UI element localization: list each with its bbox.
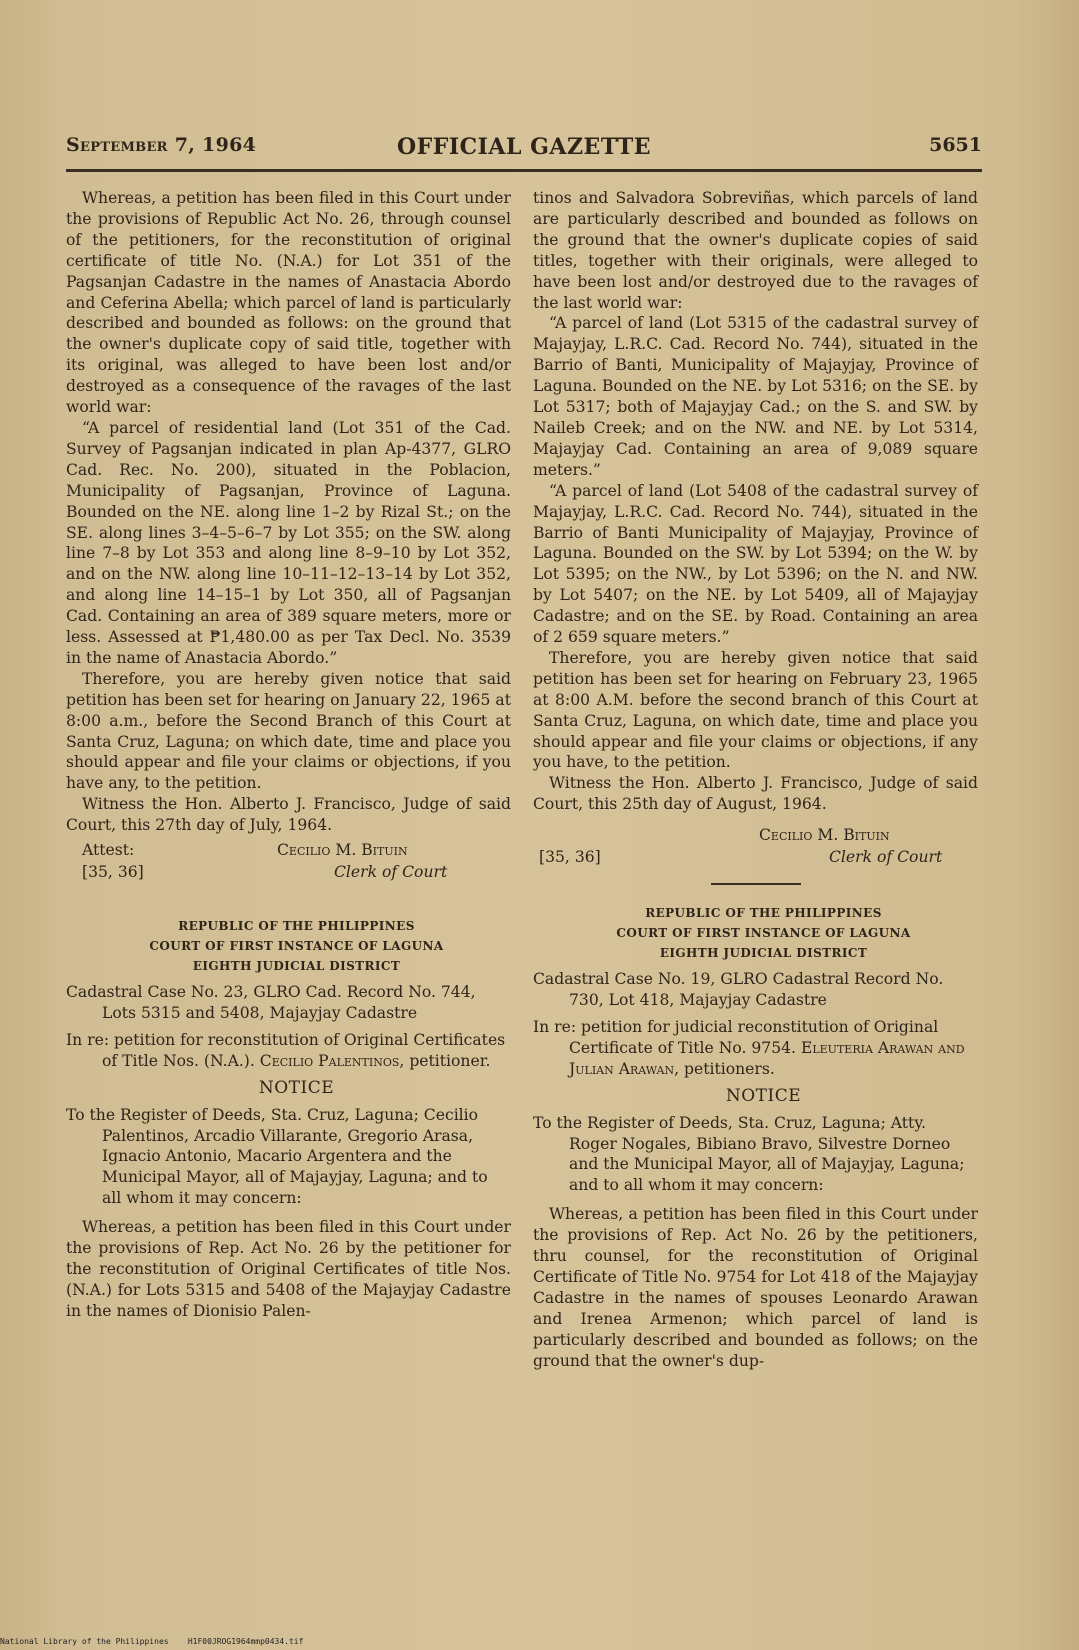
header-title: OFFICIAL GAZETTE	[396, 134, 652, 160]
paragraph: Therefore, you are hereby given notice that said petition has been set for hearing on February 23, 1965 at 8:00 A.M. before the second branch of this Court at Santa Cruz, Laguna, on which date, time and place you should appear and file your claims or objections, if any you have, to the petition.	[533, 648, 978, 772]
case-title: Cadastral Case No. 19, GLRO Cadastral Record No. 730, Lot 418, Majayjay Cadastre	[533, 970, 944, 1010]
petitioner-name: Cecilio Palentinos	[259, 1051, 400, 1070]
paragraph: “A parcel of residential land (Lot 351 of the Cad. Survey of Pagsanjan indicated in plan Ap-4377, GLRO Cad. Rec. No. 200), situated in the Poblacion, Municipality of Pagsanjan, Province of Laguna. Bounded on the NE. along line 1–2 by Rizal St.; on the SE. along lines 3–4–5–6–7 by Lot 355; on the SW. along line 7–8 by Lot 353 and along line 8–9–10 by Lot 352, and on the NW. along line 10–11–12–13–14 by Lot 352, and along line 14–15–1 by Lot 350, all of Pagsanjan Cad. Containing an area of 389 square meters, more or less. Assessed at ₱1,480.00 as per Tax Decl. No. 3539 in the name of Anastacia Abordo.”	[66, 418, 511, 667]
addressees: To the Register of Deeds, Sta. Cruz, Laguna; Cecilio Palentinos, Arcadio Villarante, Gregorio Arasa, Ignacio Antonio, Macario Argentera and the Municipal Mayor, all of Majayjay, Laguna; and to all whom it may concern:	[66, 1105, 488, 1208]
in-re-tail: , petitioners.	[674, 1059, 775, 1078]
paragraph: Witness the Hon. Alberto J. Francisco, Judge of said Court, this 27th day of July, 1964.	[66, 795, 511, 835]
paragraph: Whereas, a petition has been filed in this Court under the provisions of Rep. Act No. 26 by the petitioner for the reconstitution of Original Certificates of title Nos. (N.A.) for Lots 5315 and 5408 of the Majayjay Cadastre in the names of Dionisio Palen-	[66, 1218, 511, 1320]
addressees: To the Register of Deeds, Sta. Cruz, Laguna; Atty. Roger Nogales, Bibiano Bravo, Silvestre Dorneo and the Municipal Mayor, all of Majayjay, Laguna; and to all whom it may concern:	[533, 1113, 965, 1195]
signer-line	[533, 825, 978, 847]
paragraph: “A parcel of land (Lot 5315 of the cadastral survey of Majayjay, L.R.C. Cad. Record No. 744), situated in the Barrio of Banti, Municipality of Majayjay, Province of Laguna. Bounded on the NE. by Lot 5316; on the SE. by Lot 5317; both of Majayjay Cad.; on the S. and SW. by Naileb Creek; and on the NW. and NE. by Lot 5314, Majayjay Cad. Containing an area of 9,089 square meters.”	[533, 314, 978, 479]
reference-number: [35, 36]	[539, 848, 601, 867]
signer-line	[533, 847, 978, 869]
notice-district: EIGHTH JUDICIAL DISTRICT	[192, 959, 401, 974]
signer-name: Cecilio M. Bituin	[759, 826, 890, 845]
case-title: Cadastral Case No. 23, GLRO Cad. Record No. 744, Lots 5315 and 5408, Majayjay Cadastre	[66, 983, 476, 1022]
notice-heading: NOTICE	[258, 1077, 335, 1098]
paragraph: “A parcel of land (Lot 5408 of the cadastral survey of Majayjay, L.R.C. Cad. Record No. 744), situated in the Barrio of Banti Municipality of Majayjay, Province of Laguna. Bounded on the SW. by Lot 5394; on the W. by Lot 5395; on the NW., by Lot 5396; on the N. and NW. by Lot 5407; on the NE. by Lot 5409, all of Majayjay Cadastre; and on the SE. by Road. Containing an area of 2 659 square meters.”	[533, 481, 978, 647]
paragraph: Whereas, a petition has been filed in this Court under the provisions of Rep. Act No. 26 by the petitioners, thru counsel, for the reconstitution of Original Certificate of Title No. 9754 for Lot 418 of the Majayjay Cadastre in the names of spouses Leonardo Arawan and Irenea Armenon; which parcel of land is particularly described and bounded as follows; on the ground that the owner's dup-	[533, 1205, 978, 1370]
attest-label: Attest:	[82, 841, 135, 860]
notice-court: COURT OF FIRST INSTANCE OF LAGUNA	[149, 939, 444, 954]
in-re-line	[533, 1017, 978, 1080]
scan-footer	[0, 1637, 303, 1646]
notice-district: EIGHTH JUDICIAL DISTRICT	[659, 946, 868, 961]
signer-name: Cecilio M. Bituin	[277, 841, 408, 860]
petitioner-names: Eleuteria Arawan and Julian Arawan	[569, 1038, 965, 1078]
paragraph: tinos and Salvadora Sobreviñas, which parcels of land are particularly described and bounded as follows on the ground that the owner's duplicate copies of said titles, together with their originals, were alleged to have been lost and/or destroyed due to the ravages of the last world war:	[533, 189, 978, 312]
paragraph: Witness the Hon. Alberto J. Francisco, Judge of said Court, this 25th day of August, 1964.	[533, 774, 978, 814]
notice-heading: NOTICE	[725, 1085, 802, 1106]
attest-line	[66, 840, 511, 862]
header-page-number: 5651	[929, 134, 982, 156]
left-column	[66, 188, 511, 1322]
footer-library: National Library of the Philippines	[0, 1637, 169, 1646]
footer-file: H1F00JROG1964mmp0434.tif	[187, 1637, 304, 1646]
notice-court: COURT OF FIRST INSTANCE OF LAGUNA	[616, 926, 911, 941]
in-re-line	[66, 1030, 511, 1072]
notice-republic: REPUBLIC OF THE PHILIPPINES	[178, 919, 415, 934]
signer-title: Clerk of Court	[334, 863, 448, 882]
paragraph: Whereas, a petition has been filed in this Court under the provisions of Republic Act No. 26, through counsel of the petitioners, for the reconstitution of original certificate of title No. (N.A.) for Lot 351 of the Pagsanjan Cadastre in the names of Anastacia Abordo and Ceferina Abella; which parcel of land is particularly described and bounded as follows: on the ground that the owner's duplicate copy of said title, together with its original, was alleged to have been lost and/or destroyed as a consequence of the ravages of the last world war:	[66, 189, 511, 417]
signer-title: Clerk of Court	[829, 848, 943, 867]
in-re-text: In re: petition for judicial reconstitution of Original Certificate of Title No. 9754.	[533, 1018, 939, 1057]
in-re-tail: , petitioner.	[399, 1051, 491, 1070]
section-divider	[711, 883, 801, 885]
reference-number: [35, 36]	[82, 863, 144, 882]
in-re-text: In re: petition for reconstitution of Original Certificates of Title Nos. (N.A.).	[66, 1030, 506, 1070]
paragraph: Therefore, you are hereby given notice that said petition has been set for hearing on January 22, 1965 at 8:00 a.m., before the Second Branch of this Court at Santa Cruz, Laguna; on which date, time and place you should appear and file your claims or objections, if you have any, to the petition.	[66, 669, 511, 793]
page-header	[66, 134, 982, 164]
notice-republic: REPUBLIC OF THE PHILIPPINES	[645, 906, 882, 921]
spacer	[66, 884, 511, 916]
header-rule	[66, 169, 982, 172]
signer-line	[66, 862, 511, 884]
right-column	[533, 188, 978, 1372]
header-date: September 7, 1964	[66, 134, 257, 156]
